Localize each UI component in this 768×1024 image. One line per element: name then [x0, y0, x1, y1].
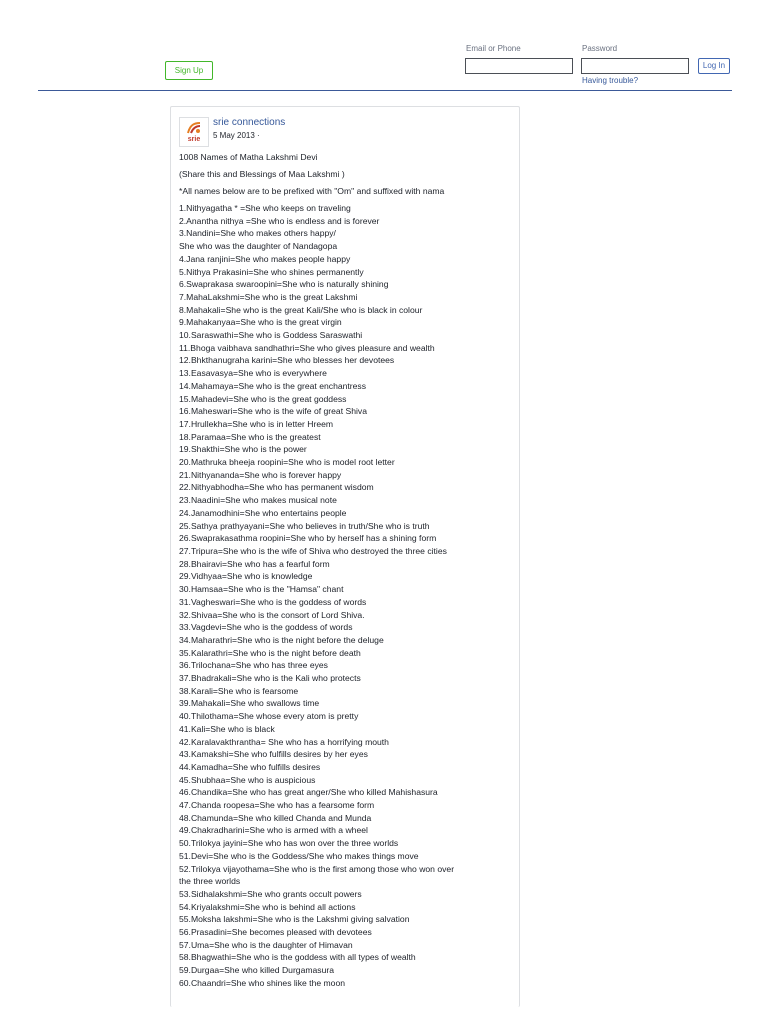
name-line: 40.Thilothama=She whose every atom is pretty [179, 711, 359, 722]
email-label: Email or Phone [466, 44, 521, 53]
name-line: 60.Chaandri=She who shines like the moon [179, 977, 346, 988]
page-name-link[interactable]: srie connections [213, 117, 286, 128]
post-subtitle: (Share this and Blessings of Maa Lakshmi ) [179, 169, 345, 179]
name-line: 15.Mahadevi=She who is the great goddess [179, 393, 347, 404]
name-line: 37.Bhadrakali=She who is the Kali who protects [179, 673, 361, 684]
name-line: 20.Mathruka bheeja roopini=She who is model root letter [179, 457, 395, 468]
name-line: 35.Kalarathri=She who is the night before death [179, 647, 361, 658]
name-line: 22.Nithyabhodha=She who has permanent wisdom [179, 482, 374, 493]
name-line: 3.Nandini=She who makes others happy/ [179, 228, 336, 239]
name-line: 54.Kriyalakshmi=She who is behind all actions [179, 901, 356, 912]
name-line: 27.Tripura=She who is the wife of Shiva who destroyed the three cities [179, 545, 447, 556]
name-line: 23.Naadini=She who makes musical note [179, 495, 337, 506]
post-timestamp[interactable]: 5 May 2013 · [213, 131, 260, 140]
name-line: 12.Bhkthanugraha karini=She who blesses her devotees [179, 355, 395, 366]
name-line: 18.Paramaa=She who is the greatest [179, 431, 321, 442]
name-line: 24.Janamodhini=She who entertains people [179, 507, 347, 518]
email-input[interactable] [465, 58, 573, 74]
password-input[interactable] [581, 58, 689, 74]
log-in-button[interactable]: Log In [698, 58, 730, 74]
name-line: 42.Karalavakthrantha= She who has a horrifying mouth [179, 736, 389, 747]
name-line: 6.Swaprakasa swaroopini=She who is naturally shining [179, 279, 389, 290]
name-line: 48.Chamunda=She who killed Chanda and Munda [179, 812, 372, 823]
name-line: 11.Bhoga vaibhava sandhathri=She who gives pleasure and wealth [179, 342, 435, 353]
name-line: 34.Maharathri=She who is the night before the deluge [179, 634, 384, 645]
page-avatar[interactable] [179, 117, 209, 147]
name-line: 25.Sathya prathyayani=She who believes in truth/She who is truth [179, 520, 430, 531]
name-line: She who was the daughter of Nandagopa [179, 241, 338, 252]
name-line: 44.Kamadha=She who fulfills desires [179, 761, 321, 772]
name-line: 56.Prasadini=She becomes pleased with devotees [179, 927, 372, 938]
sign-up-button[interactable]: Sign Up [165, 61, 213, 80]
avatar-brand-text: srie [187, 136, 201, 143]
name-line: 46.Chandika=She who has great anger/She who killed Mahishasura [179, 787, 438, 798]
post-title: 1008 Names of Matha Lakshmi Devi [179, 152, 318, 162]
name-line: 10.Saraswathi=She who is Goddess Saraswathi [179, 330, 363, 341]
name-line: 28.Bhairavi=She who has a fearful form [179, 558, 330, 569]
name-line: 29.Vidhyaa=She who is knowledge [179, 571, 313, 582]
name-line: 47.Chanda roopesa=She who has a fearsome form [179, 800, 375, 811]
name-line: 26.Swaprakasathma roopini=She who by herself has a shining form [179, 533, 437, 544]
name-line: 43.Kamakshi=She who fulfills desires by her eyes [179, 749, 368, 760]
name-line: 31.Vagheswari=She who is the goddess of words [179, 596, 367, 607]
name-line: 52.Trilokya vijayothama=She who is the first among those who won over [179, 863, 455, 874]
name-line: 51.Devi=She who is the Goddess/She who makes things move [179, 850, 419, 861]
name-line: 5.Nithya Prakasini=She who shines permanently [179, 266, 364, 277]
having-trouble-link[interactable]: Having trouble? [582, 76, 639, 85]
name-line: 32.Shivaa=She who is the consort of Lord Shiva. [179, 609, 365, 620]
name-line: 45.Shubhaa=She who is auspicious [179, 774, 316, 785]
name-line: 59.Durgaa=She who killed Durgamasura [179, 965, 335, 976]
logo-mark-icon [186, 121, 202, 135]
name-line: 41.Kali=She who is black [179, 723, 275, 734]
name-line: 49.Chakradharini=She who is armed with a wheel [179, 825, 368, 836]
name-line: 1.Nithyagatha * =She who keeps on traveling [179, 203, 351, 213]
post-note: *All names below are to be prefixed with "Om" and suffixed with nama [179, 186, 445, 196]
name-line: 58.Bhagwathi=She who is the goddess with all types of wealth [179, 952, 416, 963]
name-line: 21.Nithyananda=She who is forever happy [179, 469, 342, 480]
password-label: Password [582, 44, 618, 53]
name-line: 17.Hrullekha=She who is in letter Hreem [179, 418, 334, 429]
name-line: 53.Sidhalakshmi=She who grants occult powers [179, 888, 362, 899]
name-line: 2.Anantha nithya =She who is endless and is forever [179, 215, 380, 226]
post-body [179, 151, 515, 990]
name-line: 16.Maheswari=She who is the wife of great Shiva [179, 406, 367, 417]
name-line: 9.Mahakanyaa=She who is the great virgin [179, 317, 342, 328]
header-divider [38, 90, 732, 91]
name-line: 14.Mahamaya=She who is the great enchantress [179, 380, 367, 391]
name-line: 55.Moksha lakshmi=She who is the Lakshmi giving salvation [179, 914, 410, 925]
name-line: 7.MahaLakshmi=She who is the great Lakshmi [179, 291, 358, 302]
name-line: 36.Trilochana=She who has three eyes [179, 660, 328, 671]
name-line: 4.Jana ranjini=She who makes people happy [179, 253, 351, 264]
name-line: 13.Easavasya=She who is everywhere [179, 368, 327, 379]
name-line: 33.Vagdevi=She who is the goddess of words [179, 622, 353, 633]
top-bar [0, 0, 768, 92]
name-line: 38.Karali=She who is fearsome [179, 685, 299, 696]
name-line: 57.Uma=She who is the daughter of Himavan [179, 939, 353, 950]
names-list [179, 202, 515, 990]
name-line: the three worlds [179, 876, 241, 887]
name-line: 8.Mahakali=She who is the great Kali/She who is black in colour [179, 304, 423, 315]
post-card [170, 106, 520, 1007]
name-line: 39.Mahakali=She who swallows time [179, 698, 320, 709]
name-line: 19.Shakthi=She who is the power [179, 444, 307, 455]
name-line: 30.Hamsaa=She who is the "Hamsa" chant [179, 584, 344, 595]
name-line: 50.Trilokya jayini=She who has won over the three worlds [179, 838, 399, 849]
